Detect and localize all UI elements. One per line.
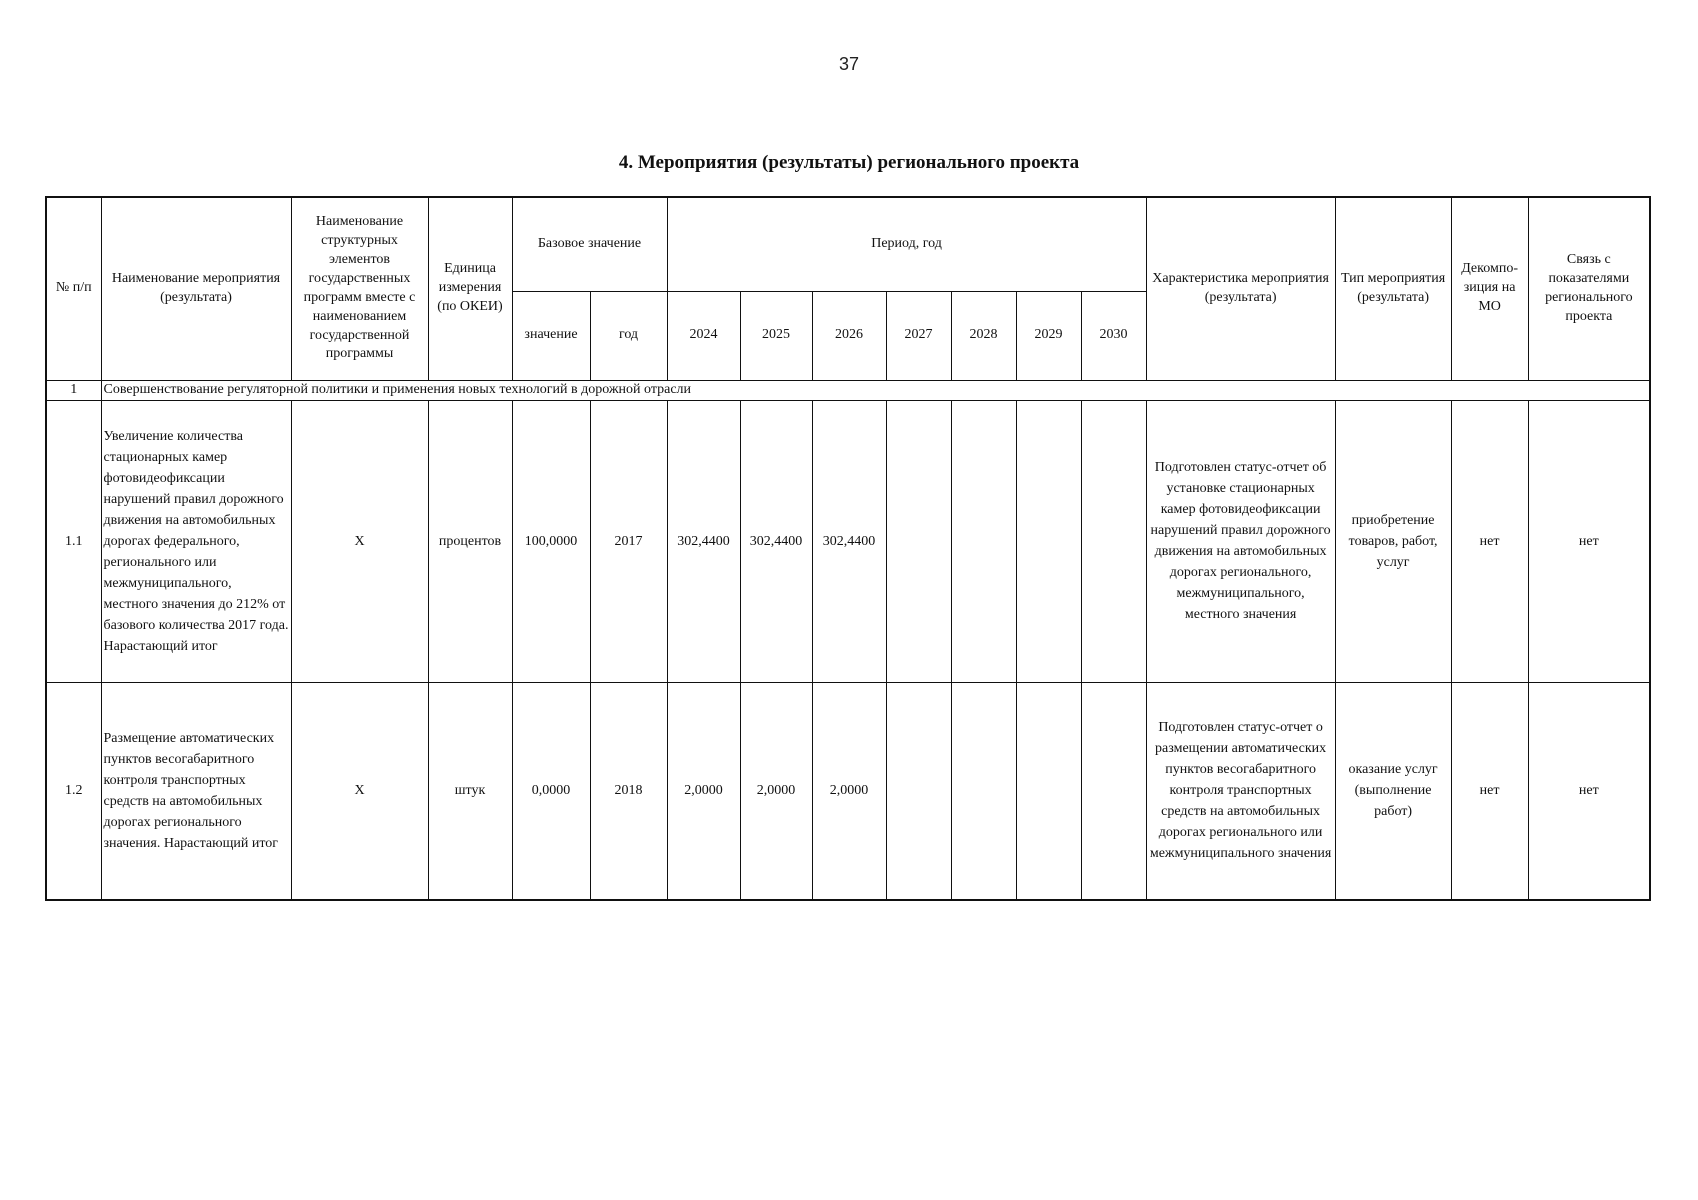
- header-base: Базовое значение: [512, 197, 667, 291]
- row-name: Увеличение количества стационарных камер фотовидеофиксации нарушений правил дорожного движения на автомобильных дорогах федерального, регионального или межмуниципального, местного значения до 212% от базового количества 2017 года. Нарастающий итог: [101, 400, 291, 682]
- header-unit: Единица измерения (по ОКЕИ): [428, 197, 512, 380]
- row-type: приобретение товаров, работ, услуг: [1335, 400, 1451, 682]
- row-num: 1.2: [46, 682, 101, 900]
- section-num: 1: [46, 380, 101, 400]
- row-base-year: 2018: [590, 682, 667, 900]
- row-value-2030: [1081, 400, 1146, 682]
- header-year-2024: 2024: [667, 291, 740, 380]
- header-year-2029: 2029: [1016, 291, 1081, 380]
- row-base-value: 0,0000: [512, 682, 590, 900]
- header-year-2028: 2028: [951, 291, 1016, 380]
- row-decomposition: нет: [1451, 400, 1528, 682]
- header-name: Наименование мероприятия (результата): [101, 197, 291, 380]
- row-characteristic: Подготовлен статус-отчет об установке стационарных камер фотовидеофиксации нарушений правил дорожного движения на автомобильных дорогах регионального, межмуниципального, местного значения: [1146, 400, 1335, 682]
- page-number: 37: [838, 54, 860, 74]
- row-base-value: 100,0000: [512, 400, 590, 682]
- events-table: [45, 196, 1651, 901]
- table-header: [46, 197, 1650, 380]
- table-row: [46, 400, 1650, 682]
- header-year-2027: 2027: [886, 291, 951, 380]
- header-year-2025: 2025: [740, 291, 812, 380]
- header-link: Связь с показателями регионального проекта: [1528, 197, 1650, 380]
- row-type: оказание услуг (выполнение работ): [1335, 682, 1451, 900]
- header-decomposition: Декомпо-зиция на МО: [1451, 197, 1528, 380]
- header-period: Период, год: [667, 197, 1146, 291]
- page-title: 4. Мероприятия (результаты) регионального проекта: [618, 152, 1080, 173]
- row-link: нет: [1528, 400, 1650, 682]
- row-value-2025: 302,4400: [740, 400, 812, 682]
- row-value-2027: [886, 400, 951, 682]
- table-row: [46, 682, 1650, 900]
- row-value-2028: [951, 400, 1016, 682]
- header-year-2030: 2030: [1081, 291, 1146, 380]
- row-value-2030: [1081, 682, 1146, 900]
- row-unit: процентов: [428, 400, 512, 682]
- header-characteristic: Характеристика мероприятия (результата): [1146, 197, 1335, 380]
- row-value-2029: [1016, 682, 1081, 900]
- header-base-value: значение: [512, 291, 590, 380]
- row-decomposition: нет: [1451, 682, 1528, 900]
- header-type: Тип мероприятия (результата): [1335, 197, 1451, 380]
- row-value-2029: [1016, 400, 1081, 682]
- row-unit: штук: [428, 682, 512, 900]
- section-row: [46, 380, 1650, 400]
- row-value-2024: 2,0000: [667, 682, 740, 900]
- row-structural: X: [291, 682, 428, 900]
- header-structural: Наименование структурных элементов государственных программ вместе с наименованием государственной программы: [291, 197, 428, 380]
- row-value-2026: 302,4400: [812, 400, 886, 682]
- row-name: Размещение автоматических пунктов весогабаритного контроля транспортных средств на автомобильных дорогах регионального значения. Нарастающий итог: [101, 682, 291, 900]
- header-num: № п/п: [46, 197, 101, 380]
- section-title: Совершенствование регуляторной политики и применения новых технологий в дорожной отрасли: [101, 380, 1650, 400]
- row-value-2024: 302,4400: [667, 400, 740, 682]
- row-value-2026: 2,0000: [812, 682, 886, 900]
- row-num: 1.1: [46, 400, 101, 682]
- row-structural: X: [291, 400, 428, 682]
- row-value-2028: [951, 682, 1016, 900]
- row-value-2027: [886, 682, 951, 900]
- row-link: нет: [1528, 682, 1650, 900]
- header-base-year: год: [590, 291, 667, 380]
- header-year-2026: 2026: [812, 291, 886, 380]
- row-characteristic: Подготовлен статус-отчет о размещении автоматических пунктов весогабаритного контроля транспортных средств на автомобильных дорогах регионального или межмуниципального значения: [1146, 682, 1335, 900]
- row-base-year: 2017: [590, 400, 667, 682]
- row-value-2025: 2,0000: [740, 682, 812, 900]
